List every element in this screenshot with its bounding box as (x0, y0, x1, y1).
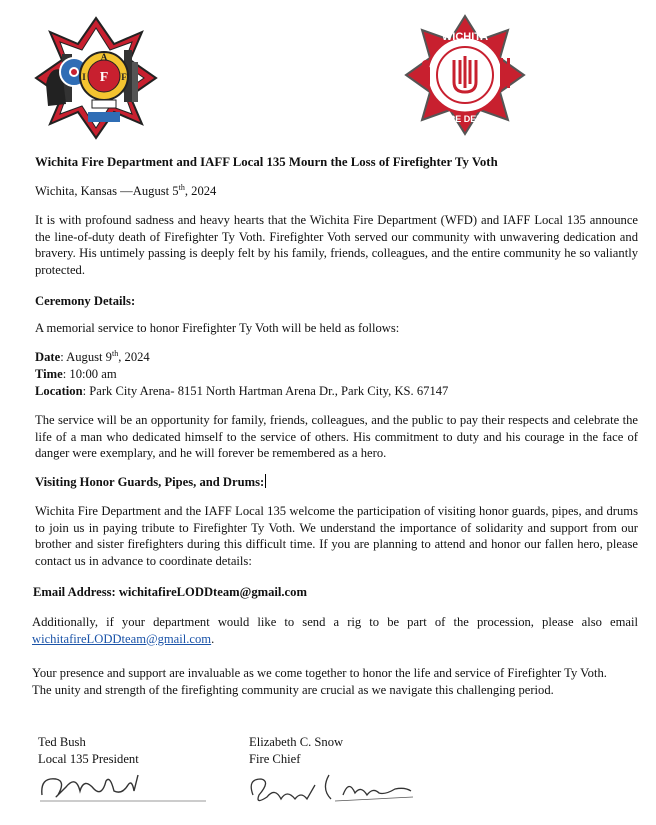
signer-name: Ted Bush (38, 735, 86, 749)
ceremony-date (35, 349, 150, 366)
signature-block-president (38, 734, 139, 767)
page-title: Wichita Fire Department and IAFF Local 135 Mourn the Loss of Firefighter Ty Voth (35, 155, 498, 169)
email-link[interactable]: wichitafireLODDteam@gmail.com (32, 631, 212, 646)
visiting-heading-text: Visiting Honor Guards, Pipes, and Drums: (35, 475, 265, 489)
date-sup: th (111, 348, 119, 358)
service-paragraph: The service will be an opportunity for family, friends, colleagues, and the public to pay their respects and celebrate the life of a man who dedicated himself to the service of others. His commitment to duty and his courage in the face of danger were exemplary, and he will forever be remembered as a hero. (35, 413, 638, 460)
ceremony-time (35, 366, 117, 383)
date-label: Date (35, 350, 61, 364)
logo-bottom-text: FIRE DEPT. (440, 114, 490, 124)
iaff-logo (32, 14, 160, 142)
ceremony-location (35, 383, 448, 400)
intro-paragraph: It is with profound sadness and heavy hearts that the Wichita Fire Department (WFD) and IAFF Local 135 announce the line-of-duty death of Firefighter Ty Voth. Firefighter Voth served our community with unwavering dedication and bravery. His untimely passing is deeply felt by his family, friends, colleagues, and the entire community he so valiantly protected. (35, 213, 638, 277)
time-label: Time (35, 367, 63, 381)
location-value: : Park City Arena- 8151 North Hartman Arena Dr., Park City, KS. 67147 (82, 384, 449, 398)
wichita-fire-dept-logo (404, 14, 526, 136)
dateline-sup: th (178, 182, 185, 192)
additional-text: Additionally, if your department would like to send a rig to be part of the procession, please also email (32, 615, 638, 629)
visiting-heading (35, 474, 266, 491)
signer-title: Local 135 President (38, 751, 139, 766)
visiting-paragraph: Wichita Fire Department and the IAFF Local 135 welcome the participation of visiting honor guards, pipes, and drums to join us in paying tribute to Firefighter Ty Voth. We understand the importance of solidarity and support from our brother and sister firefighters during this difficult time. If you are planning to attend and honor our fallen hero, please contact us in advance to coordinate details: (35, 504, 638, 568)
svg-text:F: F (99, 70, 109, 85)
additional-after: . (211, 631, 215, 646)
location-label: Location (35, 384, 83, 398)
date-suffix: , 2024 (118, 350, 150, 364)
handwritten-signature-bush (36, 767, 208, 807)
svg-text:I: I (82, 72, 86, 82)
time-value: : 10:00 am (62, 367, 117, 381)
dateline-suffix: , 2024 (184, 184, 217, 198)
dateline-prefix: Wichita, Kansas —August 5 (35, 184, 179, 198)
memorial-line: A memorial service to honor Firefighter Ty Voth will be held as follows: (35, 321, 400, 335)
svg-text:A: A (100, 52, 108, 62)
signature-block-chief (249, 734, 343, 767)
logo-top-text: WICHITA (441, 31, 489, 43)
additional-paragraph (32, 614, 638, 647)
closing-paragraph: Your presence and support are invaluable as we come together to honor the life and service of Firefighter Ty Voth. The unity and strength of the firefighting community are crucial as we navigate this challenging period. (32, 666, 607, 697)
email-address: Email Address: wichitafireLODDteam@gmail.com (33, 585, 307, 599)
signer-name: Elizabeth C. Snow (249, 735, 344, 749)
handwritten-signature-snow (245, 765, 415, 813)
dateline (35, 183, 216, 200)
ceremony-heading: Ceremony Details: (35, 294, 136, 308)
date-value: : August 9 (60, 350, 112, 364)
signer-title: Fire Chief (249, 751, 301, 766)
svg-text:F: F (121, 72, 127, 82)
text-cursor (265, 474, 266, 488)
